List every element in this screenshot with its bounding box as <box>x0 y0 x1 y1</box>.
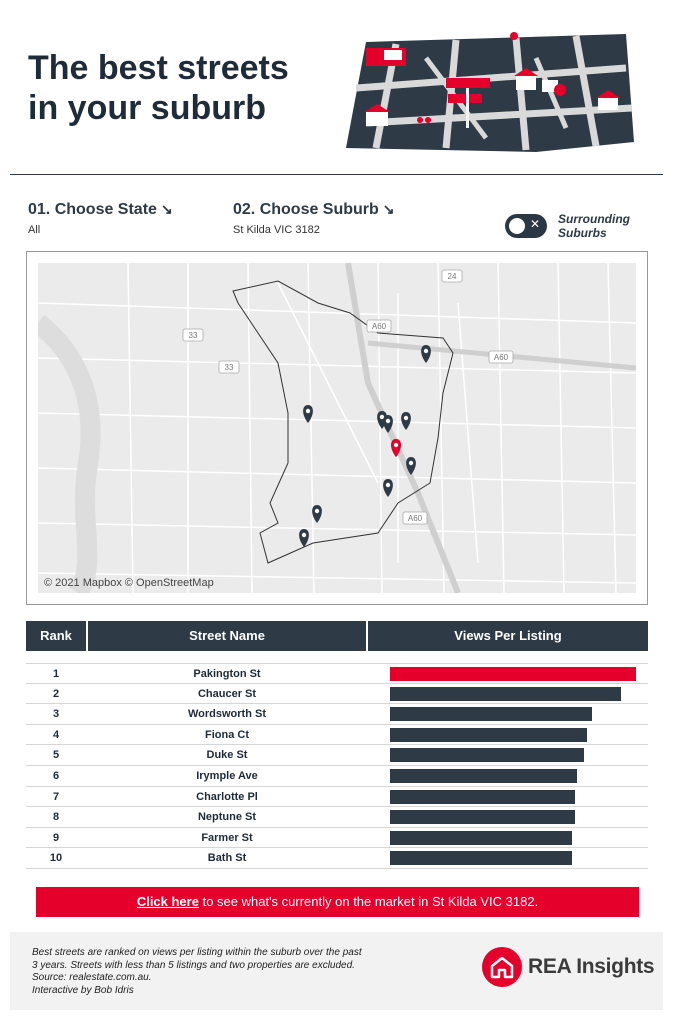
views-bar[interactable] <box>390 667 636 681</box>
map-pin-icon[interactable] <box>401 412 411 430</box>
table-header <box>26 621 648 651</box>
table-row[interactable] <box>26 787 648 808</box>
street-name-cell: Chaucer St <box>197 687 257 700</box>
street-name-cell: Wordsworth St <box>187 708 266 721</box>
views-bar-track <box>390 667 636 681</box>
table-row[interactable] <box>26 807 648 828</box>
views-bar[interactable] <box>390 687 621 701</box>
views-bar-track <box>390 810 636 824</box>
street-name-cell: Fiona Ct <box>205 728 249 741</box>
best-streets-table <box>26 621 648 865</box>
header <box>0 0 673 175</box>
table-row[interactable] <box>26 848 648 869</box>
table-row[interactable] <box>26 745 648 766</box>
map-pin-dot <box>394 443 398 447</box>
views-bar-track <box>390 769 636 783</box>
map-pin-dot <box>306 409 310 413</box>
rank-cell: 10 <box>49 852 63 865</box>
views-bar[interactable] <box>390 769 577 783</box>
click-here-link[interactable]: Click here <box>136 894 199 909</box>
cta-text: to see what's currently on the market in St Kilda VIC 3182. <box>198 894 539 909</box>
column-header-rank: Rank <box>26 621 86 651</box>
road-label-33: 33 <box>224 363 234 372</box>
rank-cell: 3 <box>52 708 60 721</box>
table-row[interactable] <box>26 663 648 684</box>
road-label-a60: A60 <box>371 322 387 331</box>
rank-cell: 1 <box>52 668 60 680</box>
suburb-filter-label: 02. Choose Suburb ↘ <box>233 201 395 218</box>
arrow-down-right-icon: ↘ <box>160 201 173 217</box>
rank-cell: 5 <box>52 749 60 762</box>
rank-cell: 6 <box>52 769 60 782</box>
street-name-cell: Charlotte Pl <box>196 790 258 803</box>
map-pin-dot <box>315 509 319 513</box>
map-pin-dot <box>424 349 428 353</box>
views-bar[interactable] <box>390 707 592 721</box>
table-body <box>26 663 648 869</box>
arrow-down-right-icon: ↘ <box>382 201 395 217</box>
views-bar-track <box>390 790 636 804</box>
state-filter-value[interactable]: All <box>28 224 41 236</box>
column-header-street: Street Name <box>88 621 366 651</box>
views-bar[interactable] <box>390 748 584 762</box>
rank-cell: 2 <box>52 687 60 700</box>
road-label-a60: A60 <box>407 514 423 523</box>
close-icon: ✕ <box>530 217 541 231</box>
street-name-cell: Irymple Ave <box>196 769 258 782</box>
source-link[interactable]: realestate.com.au. <box>69 972 152 983</box>
suburb-filter[interactable] <box>233 201 395 236</box>
page-title <box>28 48 289 128</box>
street-name-cell: Duke St <box>206 749 248 762</box>
map-pin-dot <box>386 419 390 423</box>
market-link-banner[interactable] <box>36 887 639 917</box>
suburb-map[interactable] <box>38 263 636 593</box>
views-bar[interactable] <box>390 728 587 742</box>
table-row[interactable] <box>26 684 648 705</box>
map-attribution: © 2021 Mapbox © OpenStreetMap <box>44 577 214 589</box>
map-canvas[interactable] <box>38 263 636 593</box>
map-pin-icon[interactable] <box>383 479 393 497</box>
rank-cell: 4 <box>52 728 60 741</box>
suburb-filter-value[interactable]: St Kilda VIC 3182 <box>233 224 320 236</box>
map-pin-dot <box>404 416 408 420</box>
views-bar[interactable] <box>390 810 575 824</box>
views-bar-track <box>390 687 636 701</box>
surrounding-suburbs-toggle[interactable] <box>505 214 547 238</box>
street-name-cell: Bath St <box>207 852 247 865</box>
brand-name: REA Insights <box>528 955 655 978</box>
column-header-views: Views Per Listing <box>368 621 648 651</box>
table-row[interactable] <box>26 766 648 787</box>
title-line-1: The best streets <box>28 49 289 87</box>
views-bar-track <box>390 851 636 865</box>
views-bar-track <box>390 748 636 762</box>
street-map-illustration <box>336 28 636 156</box>
road-label-33: 33 <box>188 331 198 340</box>
map-pin-icon[interactable] <box>312 505 322 523</box>
table-row[interactable] <box>26 828 648 849</box>
table-row[interactable] <box>26 704 648 725</box>
map-pin-icon[interactable] <box>421 345 431 363</box>
surrounding-suburbs-label: Surrounding Suburbs <box>558 212 630 240</box>
title-line-2: in your suburb <box>28 89 266 127</box>
map-pin-dot <box>409 461 413 465</box>
street-name-cell: Neptune St <box>197 811 257 824</box>
footer-notes: Best streets are ranked on views per listing within the suburb over the past 3 years. Streets with less than 5 listings and two properties are excluded. Source: realestate.com.au. Interactive by Bob Idris <box>32 947 362 996</box>
map-pin-icon[interactable] <box>299 529 309 547</box>
table-row[interactable] <box>26 725 648 746</box>
street-name-cell: Farmer St <box>201 831 253 844</box>
views-bar-track <box>390 728 636 742</box>
views-bar-track <box>390 707 636 721</box>
views-bar[interactable] <box>390 831 572 845</box>
views-bar-track <box>390 831 636 845</box>
map-container <box>26 251 648 605</box>
toggle-knob <box>509 218 525 234</box>
state-filter[interactable] <box>28 201 173 236</box>
state-filter-label: 01. Choose State ↘ <box>28 201 173 218</box>
rank-cell: 9 <box>52 831 60 844</box>
rank-cell: 7 <box>52 790 60 803</box>
map-pin-dot <box>302 533 306 537</box>
views-bar[interactable] <box>390 790 575 804</box>
footer <box>10 932 663 1010</box>
street-name-cell: Pakington St <box>193 668 261 680</box>
header-divider <box>10 174 663 175</box>
road-label-24: 24 <box>447 272 457 281</box>
rank-cell: 8 <box>52 811 60 824</box>
road-label-a60: A60 <box>493 353 509 362</box>
map-pin-dot <box>386 483 390 487</box>
views-bar[interactable] <box>390 851 572 865</box>
house-logo-icon <box>482 947 522 987</box>
